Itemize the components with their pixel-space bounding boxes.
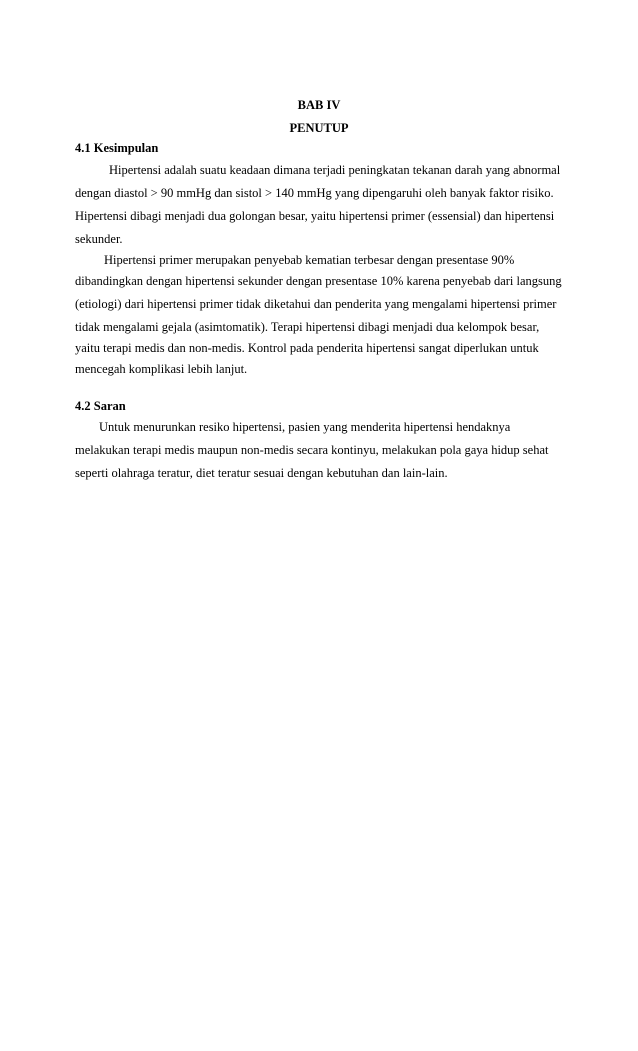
chapter-title: PENUTUP: [289, 121, 349, 135]
paragraph-line: Hipertensi dibagi menjadi dua golongan besar, yaitu hipertensi primer (essensial) dan hipertensi: [75, 209, 555, 223]
paragraph-line: tidak mengalami gejala (asimtomatik). Terapi hipertensi dibagi menjadi dua kelompok besar,: [75, 320, 540, 334]
paragraph-line: Hipertensi adalah suatu keadaan dimana terjadi peningkatan tekanan darah yang abnormal: [109, 163, 561, 177]
paragraph-line: yaitu terapi medis dan non-medis. Kontrol pada penderita hipertensi sangat diperlukan untuk: [75, 341, 539, 355]
section-heading-kesimpulan: 4.1 Kesimpulan: [75, 141, 159, 155]
paragraph-line: dengan diastol > 90 mmHg dan sistol > 140 mmHg yang dipengaruhi oleh banyak faktor risiko.: [75, 186, 554, 200]
paragraph-line: Hipertensi primer merupakan penyebab kematian terbesar dengan presentase 90%: [104, 253, 515, 267]
paragraph-line: seperti olahraga teratur, diet teratur sesuai dengan kebutuhan dan lain-lain.: [75, 466, 448, 480]
section-heading-saran: 4.2 Saran: [75, 399, 126, 413]
chapter-number: BAB IV: [297, 98, 341, 112]
paragraph-line: (etiologi) dari hipertensi primer tidak diketahui dan penderita yang mengalami hipertensi primer: [75, 297, 557, 311]
paragraph-line: Untuk menurunkan resiko hipertensi, pasien yang menderita hipertensi hendaknya: [99, 420, 511, 434]
paragraph-line: dibandingkan dengan hipertensi sekunder dengan presentase 10% karena penyebab dari langsung: [75, 274, 562, 288]
paragraph-line: mencegah komplikasi lebih lanjut.: [75, 362, 248, 376]
paragraph-line: melakukan terapi medis maupun non-medis secara kontinyu, melakukan pola gaya hidup sehat: [75, 443, 549, 457]
paragraph-line: sekunder.: [75, 232, 123, 246]
